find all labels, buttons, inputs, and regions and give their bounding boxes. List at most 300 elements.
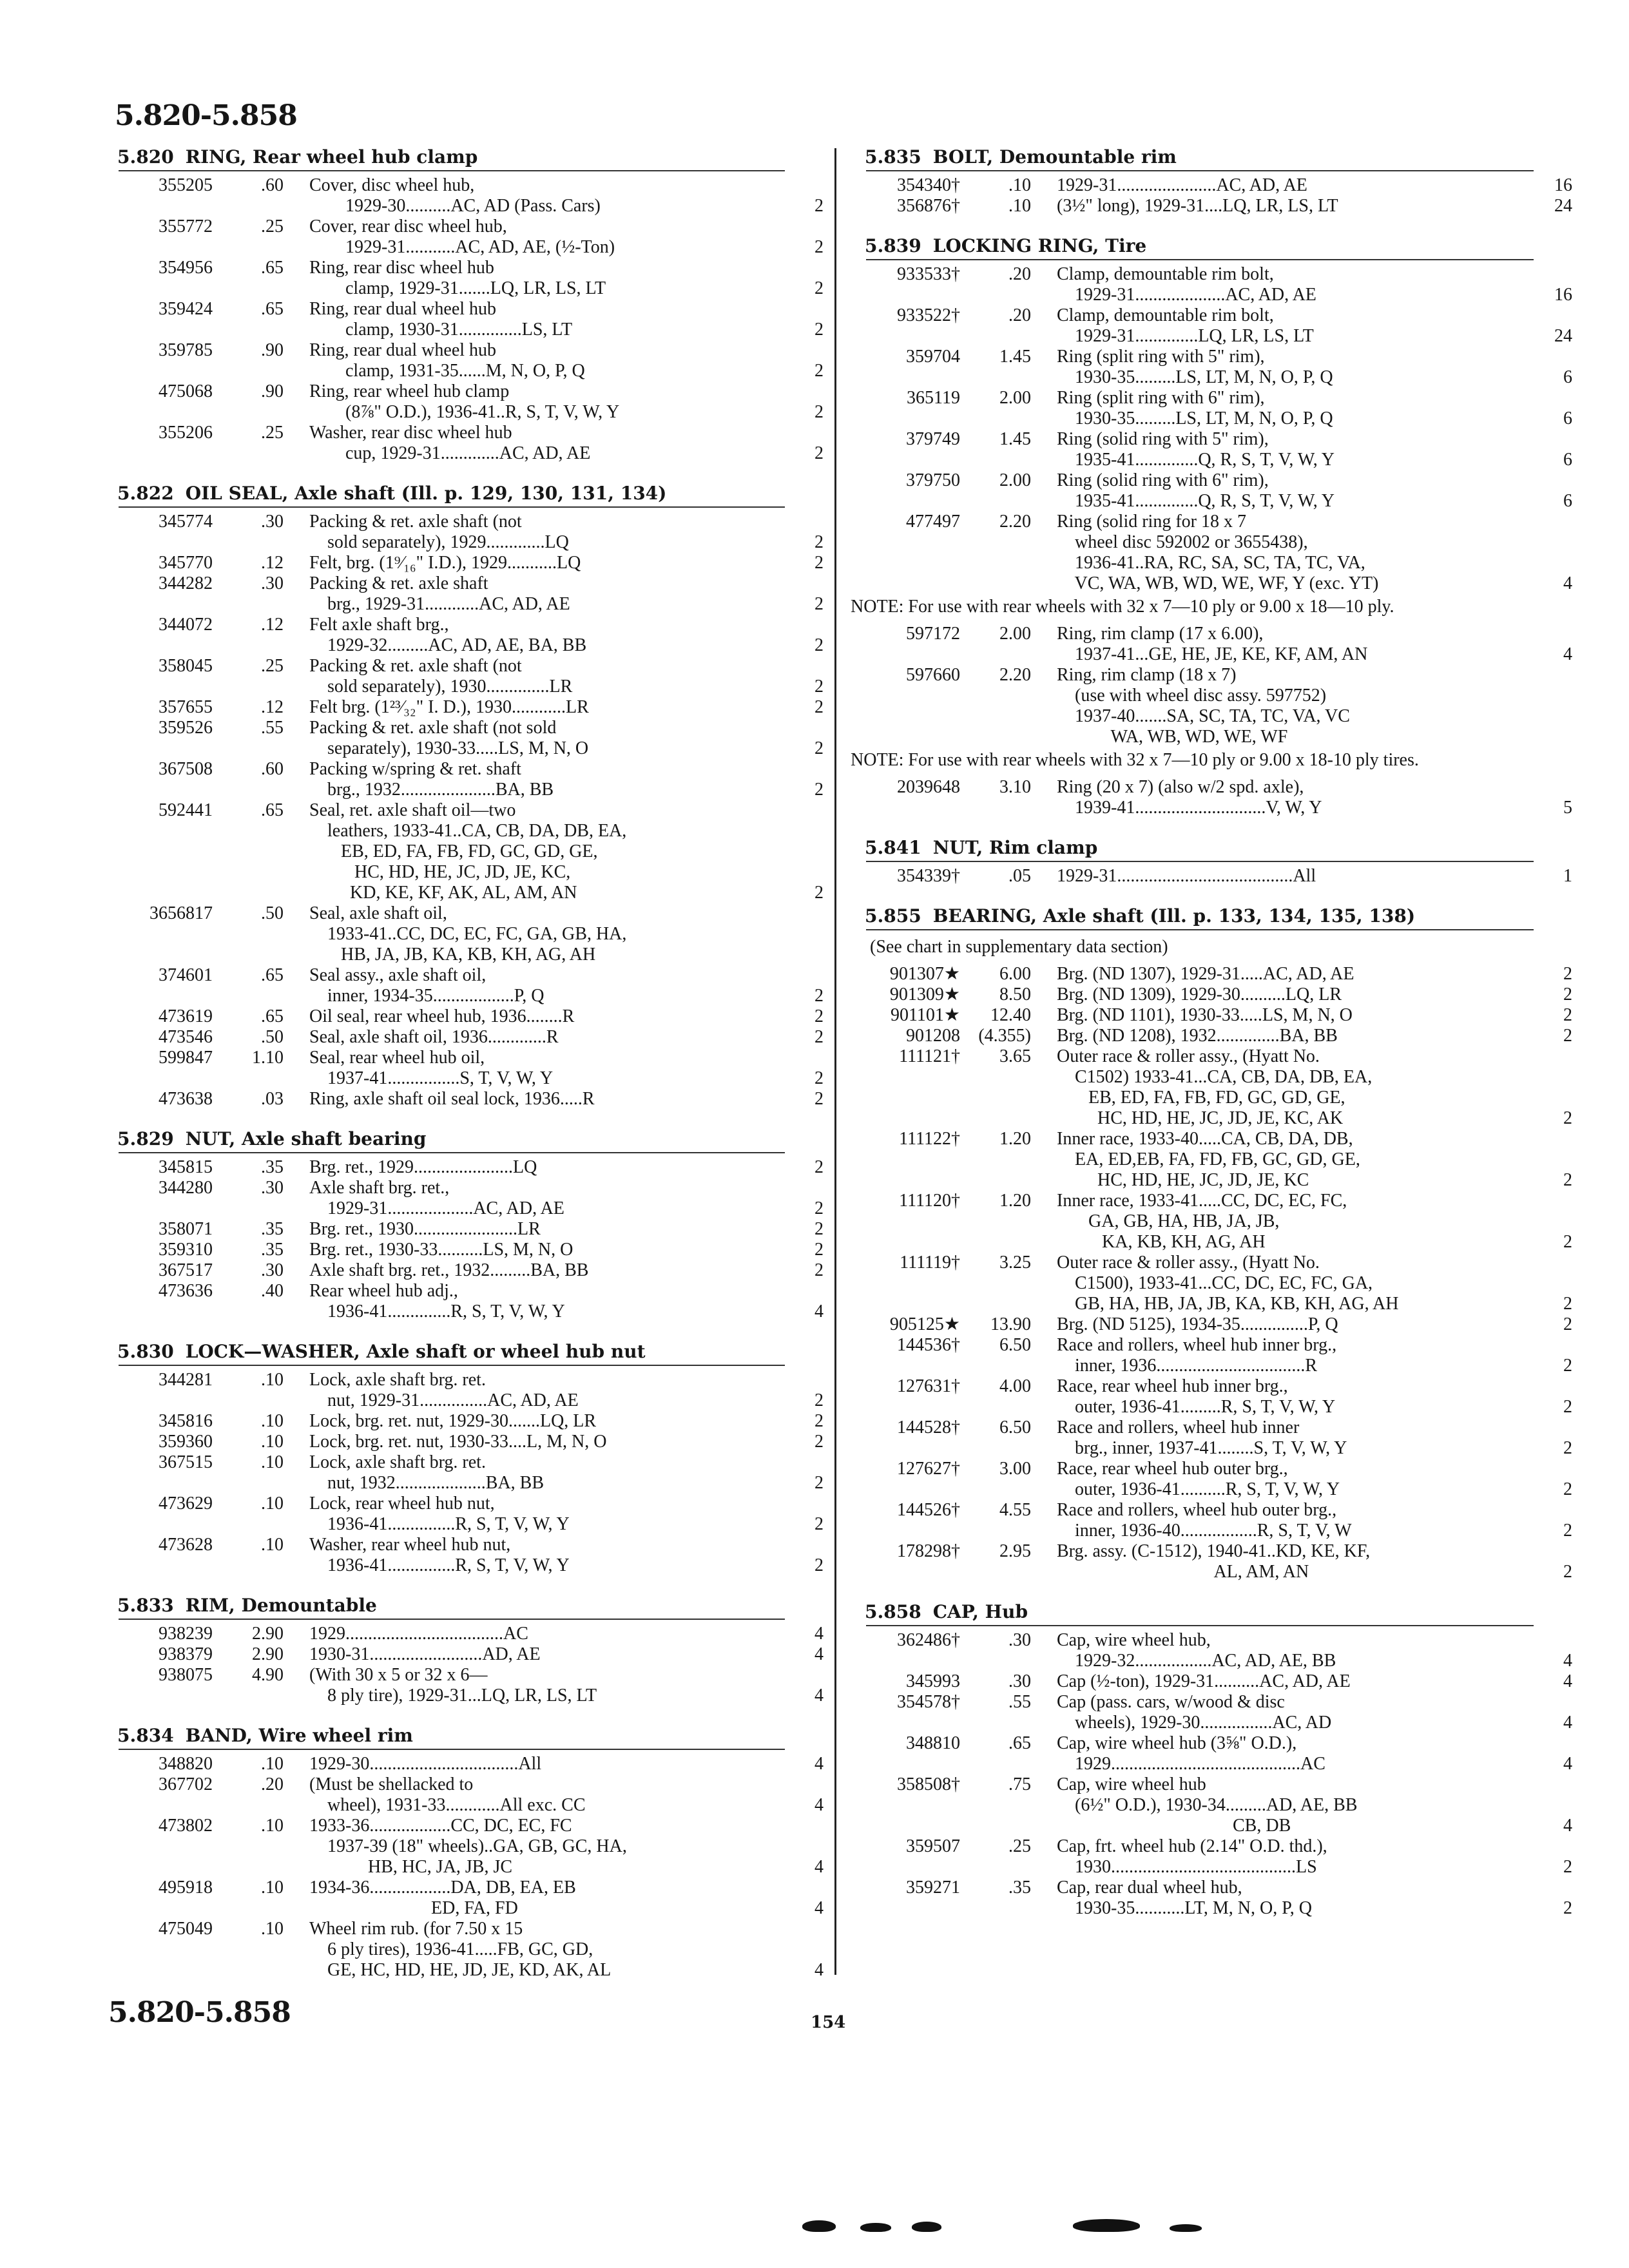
part-description bbox=[1031, 665, 1534, 747]
part-quantity: 2 bbox=[815, 553, 824, 573]
part-quantity: 2 bbox=[1563, 1294, 1572, 1314]
part-price: 2.00 bbox=[999, 470, 1031, 490]
part-price: .03 bbox=[261, 1089, 284, 1109]
part-quantity: 2 bbox=[815, 1240, 824, 1260]
description-line: Ring (solid ring for 18 x 7 bbox=[1057, 512, 1246, 532]
section-title: CAP, Hub bbox=[932, 1601, 1028, 1622]
part-price: 8.50 bbox=[999, 985, 1031, 1004]
part-price: .55 bbox=[261, 718, 284, 738]
section-number: 5.822 bbox=[117, 483, 174, 504]
part-number: 365119 bbox=[907, 388, 960, 408]
part-number: 933533† bbox=[897, 264, 960, 284]
part-description bbox=[284, 1240, 785, 1260]
description-line: sold separately), 1930..............LR bbox=[309, 677, 573, 697]
part-price: 2.90 bbox=[252, 1624, 284, 1644]
description-line: EA, ED,EB, FA, FD, FB, GC, GD, GE, bbox=[1057, 1149, 1360, 1169]
parts-row bbox=[851, 1129, 1572, 1191]
description-line: 1934-36..................DA, DB, EA, EB bbox=[309, 1878, 576, 1898]
part-number: 111121† bbox=[899, 1046, 960, 1066]
catalog-section bbox=[851, 233, 1572, 818]
part-price: .35 bbox=[261, 1157, 284, 1177]
description-line: 1939-41.............................V, W, Y bbox=[1057, 798, 1322, 818]
description-line: Cap, frt. wheel hub (2.14" O.D. thd.), bbox=[1057, 1836, 1327, 1856]
section-rule bbox=[866, 259, 1534, 260]
part-price: 2.20 bbox=[999, 665, 1031, 685]
description-line: Cap, rear dual wheel hub, bbox=[1057, 1878, 1242, 1898]
part-number: 359271 bbox=[906, 1878, 960, 1898]
part-description bbox=[1031, 1774, 1534, 1836]
description-line: KA, KB, KH, AG, AH bbox=[1057, 1232, 1266, 1252]
part-quantity: 4 bbox=[1563, 1754, 1572, 1774]
part-number: 599847 bbox=[159, 1048, 213, 1068]
description-line: Clamp, demountable rim bolt, bbox=[1057, 264, 1274, 284]
parts-row bbox=[103, 1411, 824, 1432]
part-quantity: 2 bbox=[815, 883, 824, 903]
column-divider bbox=[834, 148, 836, 1975]
description-line: outer, 1936-41.........R, S, T, V, W, Y bbox=[1057, 1397, 1336, 1417]
part-description bbox=[1031, 1253, 1534, 1314]
section-rule bbox=[866, 170, 1534, 171]
part-description bbox=[284, 299, 785, 340]
catalog-section bbox=[851, 835, 1572, 887]
parts-row bbox=[851, 1630, 1572, 1671]
part-quantity: 2 bbox=[815, 278, 824, 298]
description-line: Seal, axle shaft oil, 1936.............R bbox=[309, 1027, 559, 1047]
part-price: .75 bbox=[1008, 1774, 1031, 1794]
section-note: NOTE: For use with rear wheels with 32 x 7—10 ply or 9.00 x 18-10 ply tires. bbox=[851, 750, 1419, 770]
part-price: 12.40 bbox=[990, 1005, 1031, 1025]
description-line: Cap, wire wheel hub bbox=[1057, 1774, 1206, 1794]
parts-row bbox=[851, 1005, 1572, 1026]
page-header-title: 5.820-5.858 bbox=[115, 99, 297, 132]
scan-smudge bbox=[1073, 2219, 1140, 2232]
description-line: Lock, axle shaft brg. ret. bbox=[309, 1370, 486, 1390]
description-line: 1936-41..RA, RC, SA, SC, TA, TC, VA, bbox=[1057, 553, 1365, 573]
part-number: 345774 bbox=[159, 512, 213, 532]
part-number: 348820 bbox=[159, 1754, 213, 1774]
part-number: 344281 bbox=[159, 1370, 213, 1390]
description-line: 1937-41...GE, HE, JE, KE, KF, AM, AN bbox=[1057, 644, 1368, 664]
description-line: Ring (split ring with 6" rim), bbox=[1057, 388, 1265, 408]
description-line: HB, JA, JB, KA, KB, KH, AG, AH bbox=[309, 945, 596, 965]
part-price: 1.10 bbox=[252, 1048, 284, 1068]
parts-row bbox=[103, 1754, 824, 1774]
parts-row bbox=[103, 1281, 824, 1322]
parts-row bbox=[103, 759, 824, 800]
parts-row bbox=[103, 216, 824, 258]
part-price: .10 bbox=[1008, 175, 1031, 195]
part-quantity: 4 bbox=[815, 1857, 824, 1877]
parts-row bbox=[851, 1774, 1572, 1836]
section-number: 5.829 bbox=[117, 1128, 174, 1149]
description-line: Brg. ret., 1930.......................LR bbox=[309, 1219, 541, 1239]
parts-row bbox=[103, 697, 824, 718]
section-title: LOCKING RING, Tire bbox=[932, 235, 1147, 256]
part-price: .20 bbox=[1008, 264, 1031, 284]
part-description bbox=[284, 1006, 785, 1027]
part-number: 475049 bbox=[159, 1919, 213, 1939]
description-line: Seal assy., axle shaft oil, bbox=[309, 965, 487, 985]
part-description bbox=[1031, 866, 1534, 887]
part-number: 144526† bbox=[897, 1500, 960, 1520]
section-title: BAND, Wire wheel rim bbox=[185, 1725, 413, 1746]
part-number: 362486† bbox=[897, 1630, 960, 1650]
part-description bbox=[284, 1665, 785, 1706]
page-number: 154 bbox=[811, 2013, 846, 2032]
part-price: .10 bbox=[261, 1432, 284, 1452]
part-price: .50 bbox=[261, 903, 284, 923]
description-line: 1929-31..............LQ, LR, LS, LT bbox=[1057, 326, 1314, 346]
description-line: outer, 1936-41..........R, S, T, V, W, Y bbox=[1057, 1479, 1340, 1499]
section-title: NUT, Rim clamp bbox=[932, 837, 1098, 858]
part-description bbox=[284, 1089, 785, 1110]
description-line: clamp, 1930-31..............LS, LT bbox=[309, 320, 573, 340]
part-number: 111119† bbox=[900, 1253, 960, 1273]
part-quantity: 4 bbox=[1563, 1671, 1572, 1691]
part-number: 473638 bbox=[159, 1089, 213, 1109]
part-description bbox=[1031, 1541, 1534, 1582]
description-line: 1937-40.......SA, SC, TA, TC, VA, VC bbox=[1057, 706, 1350, 726]
description-line: Packing & ret. axle shaft (not sold bbox=[309, 718, 557, 738]
part-price: 3.25 bbox=[999, 1253, 1031, 1273]
part-quantity: 5 bbox=[1563, 798, 1572, 818]
part-description bbox=[1031, 1630, 1534, 1671]
part-number: 357655 bbox=[159, 697, 213, 717]
parts-row bbox=[103, 1432, 824, 1452]
part-quantity: 6 bbox=[1563, 450, 1572, 470]
parts-row bbox=[103, 1878, 824, 1919]
parts-row bbox=[103, 1219, 824, 1240]
description-line: Brg. (ND 1307), 1929-31.....AC, AD, AE bbox=[1057, 964, 1354, 984]
part-number: 127631† bbox=[897, 1376, 960, 1396]
description-line: 1930-31.........................AD, AE bbox=[309, 1644, 541, 1664]
description-line: 1929-32.........AC, AD, AE, BA, BB bbox=[309, 635, 587, 655]
part-description bbox=[1031, 196, 1534, 216]
part-description bbox=[284, 1494, 785, 1535]
part-number: 345993 bbox=[906, 1671, 960, 1691]
part-price: .50 bbox=[261, 1027, 284, 1047]
section-rule bbox=[119, 1749, 785, 1750]
description-line: Oil seal, rear wheel hub, 1936........R bbox=[309, 1006, 575, 1026]
description-line: (8⅞" O.D.), 1936-41..R, S, T, V, W, Y bbox=[309, 402, 620, 422]
section-heading bbox=[103, 1593, 824, 1619]
description-line: Ring, rear disc wheel hub bbox=[309, 258, 494, 278]
section-heading bbox=[103, 144, 824, 170]
part-number: 359785 bbox=[159, 340, 213, 360]
part-quantity: 2 bbox=[815, 443, 824, 463]
description-line: Inner race, 1933-40.....CA, CB, DA, DB, bbox=[1057, 1129, 1353, 1149]
part-quantity: 24 bbox=[1554, 196, 1572, 216]
part-number: 473628 bbox=[159, 1535, 213, 1555]
description-line: Rear wheel hub adj., bbox=[309, 1281, 458, 1301]
description-line: 1929-31...................AC, AD, AE bbox=[309, 1198, 564, 1218]
part-description bbox=[1031, 1459, 1534, 1500]
part-price: .10 bbox=[261, 1494, 284, 1514]
part-description bbox=[1031, 777, 1534, 818]
part-number: 345770 bbox=[159, 553, 213, 573]
catalog-section bbox=[103, 1339, 824, 1576]
part-price: 6.00 bbox=[999, 964, 1031, 984]
part-number: 359424 bbox=[159, 299, 213, 319]
part-quantity: 2 bbox=[815, 1006, 824, 1026]
part-number: 356876† bbox=[897, 196, 960, 216]
description-line: brg., inner, 1937-41........S, T, V, W, Y bbox=[1057, 1438, 1347, 1458]
part-description bbox=[284, 1048, 785, 1089]
part-quantity: 2 bbox=[1563, 1356, 1572, 1376]
description-line: 1929-31.......................................All bbox=[1057, 866, 1316, 886]
description-line: wheel disc 592002 or 3655438), bbox=[1057, 532, 1308, 552]
description-line: HB, HC, JA, JB, JC bbox=[309, 1857, 513, 1877]
part-number: 495918 bbox=[159, 1878, 213, 1898]
part-number: 354340† bbox=[897, 175, 960, 195]
part-description bbox=[1031, 175, 1534, 196]
part-number: 2039648 bbox=[897, 777, 960, 797]
parts-row bbox=[103, 1452, 824, 1494]
part-quantity: 2 bbox=[815, 1157, 824, 1177]
description-line: AL, AM, AN bbox=[1057, 1562, 1309, 1582]
part-description bbox=[1031, 1836, 1534, 1878]
description-line: Wheel rim rub. (for 7.50 x 15 bbox=[309, 1919, 523, 1939]
description-line: clamp, 1931-35......M, N, O, P, Q bbox=[309, 361, 585, 381]
part-quantity: 4 bbox=[815, 1960, 824, 1980]
part-quantity: 6 bbox=[1563, 491, 1572, 511]
description-line: 1930-35.........LS, LT, M, N, O, P, Q bbox=[1057, 408, 1333, 428]
part-quantity: 2 bbox=[1563, 1314, 1572, 1334]
description-line: 1929...................................AC bbox=[309, 1624, 528, 1644]
part-number: 358508† bbox=[897, 1774, 960, 1794]
part-number: 938075 bbox=[159, 1665, 213, 1685]
description-line: Outer race & roller assy., (Hyatt No. bbox=[1057, 1046, 1320, 1066]
parts-row bbox=[103, 573, 824, 615]
part-quantity: 4 bbox=[1563, 573, 1572, 593]
part-description bbox=[284, 1411, 785, 1432]
description-line: GA, GB, HA, HB, JA, JB, bbox=[1057, 1211, 1280, 1231]
description-line: cup, 1929-31.............AC, AD, AE bbox=[309, 443, 591, 463]
description-line: Cap, wire wheel hub, bbox=[1057, 1630, 1211, 1650]
description-line: 1930.........................................LS bbox=[1057, 1857, 1317, 1877]
part-quantity: 2 bbox=[815, 677, 824, 697]
section-rule bbox=[866, 1625, 1534, 1626]
part-description bbox=[1031, 1046, 1534, 1129]
part-price: .65 bbox=[1008, 1733, 1031, 1753]
parts-row bbox=[103, 381, 824, 423]
part-quantity: 2 bbox=[815, 986, 824, 1006]
description-line: (With 30 x 5 or 32 x 6— bbox=[309, 1665, 488, 1685]
description-line: inner, 1936.................................R bbox=[1057, 1356, 1318, 1376]
description-line: 1929-31......................AC, AD, AE bbox=[1057, 175, 1307, 195]
part-price: 3.65 bbox=[999, 1046, 1031, 1066]
part-price: .30 bbox=[261, 573, 284, 593]
part-quantity: 4 bbox=[815, 1754, 824, 1774]
part-number: 359360 bbox=[159, 1432, 213, 1452]
parts-row bbox=[851, 1026, 1572, 1046]
part-price: 3.10 bbox=[999, 777, 1031, 797]
description-line: 8 ply tire), 1929-31...LQ, LR, LS, LT bbox=[309, 1686, 597, 1706]
part-quantity: 2 bbox=[815, 1432, 824, 1452]
part-number: 367515 bbox=[159, 1452, 213, 1472]
part-quantity: 4 bbox=[815, 1686, 824, 1706]
parts-row bbox=[851, 1314, 1572, 1335]
catalog-section bbox=[103, 481, 824, 1110]
part-number: 901101★ bbox=[890, 1005, 960, 1025]
part-price: .40 bbox=[261, 1281, 284, 1301]
parts-row bbox=[851, 1733, 1572, 1774]
description-line: Washer, rear wheel hub nut, bbox=[309, 1535, 511, 1555]
part-description bbox=[1031, 1026, 1534, 1046]
section-title: RING, Rear wheel hub clamp bbox=[185, 146, 478, 168]
part-number: 473619 bbox=[159, 1006, 213, 1026]
catalog-section bbox=[851, 144, 1572, 216]
part-quantity: 2 bbox=[815, 1473, 824, 1493]
section-heading bbox=[851, 835, 1572, 861]
description-line: Cap, wire wheel hub (3⅝" O.D.), bbox=[1057, 1733, 1297, 1753]
part-price: 6.50 bbox=[999, 1335, 1031, 1355]
description-line: EB, ED, FA, FB, FD, GC, GD, GE, bbox=[309, 841, 598, 861]
part-description bbox=[1031, 264, 1534, 305]
part-description bbox=[1031, 1376, 1534, 1418]
section-number: 5.841 bbox=[865, 837, 921, 858]
part-quantity: 2 bbox=[815, 402, 824, 422]
left-column bbox=[103, 144, 824, 1997]
section-title: OIL SEAL, Axle shaft (Ill. p. 129, 130, 131, 134) bbox=[185, 483, 667, 504]
parts-row bbox=[851, 1836, 1572, 1878]
part-price: .25 bbox=[261, 216, 284, 236]
part-description bbox=[284, 512, 785, 553]
section-number: 5.858 bbox=[865, 1601, 921, 1622]
description-line: Ring (solid ring with 5" rim), bbox=[1057, 429, 1269, 449]
part-quantity: 16 bbox=[1554, 175, 1572, 195]
catalog-section bbox=[851, 1599, 1572, 1919]
part-quantity: 4 bbox=[1563, 1713, 1572, 1733]
description-line: 1933-41..CC, DC, EC, FC, GA, GB, HA, bbox=[309, 924, 627, 944]
section-number: 5.830 bbox=[117, 1341, 174, 1362]
description-line: Axle shaft brg. ret., bbox=[309, 1178, 450, 1198]
part-price: .10 bbox=[261, 1919, 284, 1939]
parts-row bbox=[103, 1624, 824, 1644]
part-quantity: 4 bbox=[815, 1624, 824, 1644]
part-description bbox=[1031, 1878, 1534, 1919]
parts-row bbox=[103, 1919, 824, 1981]
section-subnote: (See chart in supplementary data section) bbox=[870, 937, 1168, 957]
part-quantity: 2 bbox=[815, 196, 824, 216]
description-line: 1936-41...............R, S, T, V, W, Y bbox=[309, 1555, 570, 1575]
part-price: .35 bbox=[261, 1240, 284, 1260]
parts-row bbox=[851, 512, 1572, 594]
parts-row bbox=[851, 1376, 1572, 1418]
part-description bbox=[284, 175, 785, 216]
part-description bbox=[284, 340, 785, 381]
part-quantity: 2 bbox=[1563, 964, 1572, 984]
part-description bbox=[1031, 470, 1534, 512]
parts-row bbox=[851, 429, 1572, 470]
description-line: Ring, rear dual wheel hub bbox=[309, 340, 497, 360]
description-line: Cover, rear disc wheel hub, bbox=[309, 216, 507, 236]
parts-row bbox=[103, 423, 824, 464]
part-price: .90 bbox=[261, 381, 284, 401]
parts-row bbox=[103, 1027, 824, 1048]
description-line: Ring (solid ring with 6" rim), bbox=[1057, 470, 1269, 490]
part-number: 473546 bbox=[159, 1027, 213, 1047]
description-line: Seal, ret. axle shaft oil—two bbox=[309, 800, 516, 820]
part-description bbox=[284, 1535, 785, 1576]
description-line: 1933-36..................CC, DC, EC, FC bbox=[309, 1816, 572, 1836]
parts-row bbox=[103, 656, 824, 697]
part-price: 4.90 bbox=[252, 1665, 284, 1685]
part-description bbox=[284, 553, 785, 573]
description-line: WA, WB, WD, WE, WF bbox=[1057, 727, 1288, 747]
part-description bbox=[284, 1027, 785, 1048]
part-description bbox=[284, 216, 785, 258]
description-line: Lock, brg. ret. nut, 1930-33....L, M, N, O bbox=[309, 1432, 607, 1452]
section-title: LOCK—WASHER, Axle shaft or wheel hub nut bbox=[185, 1341, 646, 1362]
part-price: .30 bbox=[1008, 1671, 1031, 1691]
description-line: Brg. (ND 1101), 1930-33.....LS, M, N, O bbox=[1057, 1005, 1353, 1025]
parts-row bbox=[103, 1370, 824, 1411]
part-description bbox=[1031, 1500, 1534, 1541]
part-description bbox=[284, 615, 785, 656]
part-price: .10 bbox=[261, 1370, 284, 1390]
part-price: 3.00 bbox=[999, 1459, 1031, 1479]
parts-row bbox=[103, 299, 824, 340]
part-price: .55 bbox=[1008, 1692, 1031, 1712]
part-number: 355772 bbox=[159, 216, 213, 236]
part-price: 1.20 bbox=[999, 1129, 1031, 1149]
part-price: .30 bbox=[261, 512, 284, 532]
part-description bbox=[1031, 1418, 1534, 1459]
part-quantity: 6 bbox=[1563, 408, 1572, 428]
part-number: 367508 bbox=[159, 759, 213, 779]
description-line: 1936-41...............R, S, T, V, W, Y bbox=[309, 1514, 570, 1534]
parts-row bbox=[851, 1541, 1572, 1582]
part-quantity: 2 bbox=[1563, 1397, 1572, 1417]
description-line: Ring, rim clamp (18 x 7) bbox=[1057, 665, 1237, 685]
part-description bbox=[284, 1178, 785, 1219]
part-quantity: 4 bbox=[1563, 1651, 1572, 1671]
parts-row bbox=[851, 264, 1572, 305]
parts-row bbox=[851, 866, 1572, 887]
part-number: 344072 bbox=[159, 615, 213, 635]
scan-smudge bbox=[1170, 2224, 1202, 2232]
parts-row bbox=[851, 665, 1572, 747]
section-rule bbox=[119, 1365, 785, 1366]
parts-row bbox=[851, 305, 1572, 347]
part-description bbox=[1031, 305, 1534, 347]
part-quantity: 2 bbox=[1563, 1479, 1572, 1499]
description-line: inner, 1934-35..................P, Q bbox=[309, 986, 545, 1006]
part-quantity: 2 bbox=[815, 738, 824, 758]
parts-row bbox=[851, 1418, 1572, 1459]
description-line: HC, HD, HE, JC, JD, JE, KC, AK bbox=[1057, 1108, 1344, 1128]
part-price: 4.00 bbox=[999, 1376, 1031, 1396]
part-quantity: 2 bbox=[815, 1555, 824, 1575]
part-description bbox=[284, 1157, 785, 1178]
part-price: .25 bbox=[1008, 1836, 1031, 1856]
section-title: RIM, Demountable bbox=[185, 1595, 377, 1616]
description-line: sold separately), 1929.............LQ bbox=[309, 532, 569, 552]
part-description bbox=[284, 1260, 785, 1281]
part-number: 111122† bbox=[899, 1129, 960, 1149]
description-line: Ring (20 x 7) (also w/2 spd. axle), bbox=[1057, 777, 1304, 797]
parts-row bbox=[103, 1774, 824, 1816]
description-line: 1929-30..........AC, AD (Pass. Cars) bbox=[309, 196, 601, 216]
description-line: Inner race, 1933-41.....CC, DC, EC, FC, bbox=[1057, 1191, 1347, 1211]
part-price: .30 bbox=[261, 1178, 284, 1198]
part-quantity: 2 bbox=[815, 697, 824, 717]
scan-smudge bbox=[912, 2222, 941, 2232]
part-number: 355205 bbox=[159, 175, 213, 195]
part-price: .12 bbox=[261, 615, 284, 635]
description-line: C1502) 1933-41...CA, CB, DA, DB, EA, bbox=[1057, 1067, 1373, 1087]
